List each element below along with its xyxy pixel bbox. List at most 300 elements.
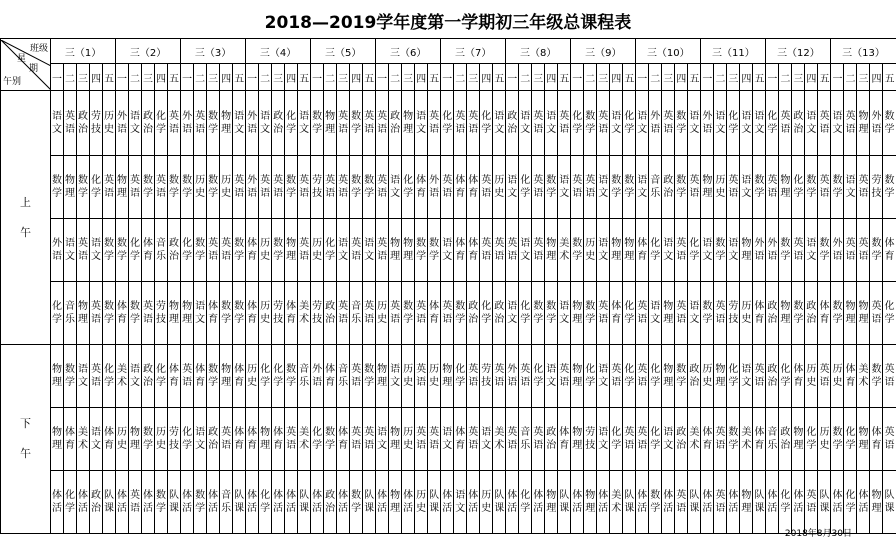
subject-char: 育 (871, 440, 882, 451)
subject-cell (467, 345, 480, 408)
subject-cell (116, 471, 129, 534)
day-header: 二 (194, 64, 207, 91)
subject-char: 语 (689, 188, 700, 199)
subject-char: 学 (130, 251, 141, 262)
day-header: 四 (805, 64, 818, 91)
subject-cell (168, 408, 181, 471)
subject-char: 数 (585, 111, 596, 122)
subject-char: 文 (507, 188, 518, 199)
subject-char: 英 (468, 111, 479, 122)
day-header: 五 (818, 64, 831, 91)
subject-char: 英 (767, 175, 778, 186)
subject-cell (324, 345, 337, 408)
subject-cell (285, 345, 298, 408)
subject-cell (467, 156, 480, 219)
subject-char: 育 (468, 188, 479, 199)
subject-char: 数 (234, 301, 245, 312)
subject-char: 语 (637, 377, 648, 388)
subject-char: 化 (104, 364, 115, 375)
day-header: 三 (467, 64, 480, 91)
subject-char: 数 (715, 238, 726, 249)
subject-char: 历 (195, 175, 206, 186)
half-label (1, 91, 51, 345)
subject-char: 史 (715, 188, 726, 199)
subject-char: 外 (702, 111, 713, 122)
subject-cell (376, 345, 389, 408)
subject-char: 学 (143, 188, 154, 199)
subject-char: 语 (832, 111, 843, 122)
subject-cell (194, 91, 207, 156)
subject-char: 数 (364, 175, 375, 186)
subject-cell (298, 91, 311, 156)
subject-char: 文 (390, 377, 401, 388)
period-row (1, 471, 896, 534)
subject-cell (64, 91, 77, 156)
subject-char: 理 (871, 503, 882, 514)
subject-char: 政 (208, 427, 219, 438)
subject-char: 文 (637, 124, 648, 135)
day-header: 四 (415, 64, 428, 91)
subject-char: 术 (494, 440, 505, 451)
subject-char: 语 (728, 238, 739, 249)
subject-char: 数 (650, 490, 661, 501)
subject-char: 语 (481, 188, 492, 199)
period-row (1, 156, 896, 219)
subject-char: 外 (429, 175, 440, 186)
subject-cell (194, 408, 207, 471)
subject-char: 学 (871, 251, 882, 262)
subject-char: 历 (715, 175, 726, 186)
subject-char: 物 (858, 301, 869, 312)
subject-char: 语 (728, 188, 739, 199)
subject-char: 队 (104, 490, 115, 501)
subject-char: 体 (169, 364, 180, 375)
subject-char: 活 (286, 503, 297, 514)
class-header: 三（3） (181, 39, 246, 64)
subject-cell (818, 345, 831, 408)
subject-char: 育 (247, 440, 258, 451)
subject-char: 语 (884, 440, 895, 451)
day-header: 四 (675, 64, 688, 91)
subject-char: 理 (377, 377, 388, 388)
subject-char: 英 (338, 111, 349, 122)
subject-char: 外 (754, 238, 765, 249)
subject-char: 英 (533, 238, 544, 249)
subject-char: 理 (403, 251, 414, 262)
subject-char: 语 (754, 111, 765, 122)
subject-cell (389, 156, 402, 219)
subject-cell (389, 471, 402, 534)
day-header: 二 (779, 64, 792, 91)
subject-char: 英 (494, 238, 505, 249)
subject-char: 学 (624, 314, 635, 325)
subject-cell (740, 91, 753, 156)
subject-cell (740, 345, 753, 408)
subject-char: 英 (221, 427, 232, 438)
subject-cell (857, 156, 870, 219)
subject-cell (415, 345, 428, 408)
subject-char: 语 (741, 175, 752, 186)
subject-char: 语 (416, 377, 427, 388)
subject-char: 数 (416, 238, 427, 249)
subject-char: 化 (845, 427, 856, 438)
subject-char: 语 (195, 427, 206, 438)
subject-cell (688, 156, 701, 219)
subject-char: 数 (117, 238, 128, 249)
subject-char: 文 (663, 251, 674, 262)
subject-char: 数 (429, 238, 440, 249)
subject-char: 活 (507, 503, 518, 514)
subject-char: 治 (507, 124, 518, 135)
subject-cell (532, 345, 545, 408)
subject-char: 体 (377, 490, 388, 501)
subject-cell (701, 219, 714, 282)
subject-char: 物 (130, 427, 141, 438)
subject-char: 英 (182, 364, 193, 375)
subject-char: 语 (767, 188, 778, 199)
subject-char: 文 (91, 251, 101, 262)
subject-char: 活 (468, 503, 479, 514)
subject-char: 理 (286, 251, 297, 262)
corner-class-label: 班级 (29, 43, 48, 54)
subject-char: 物 (780, 301, 791, 312)
subject-char: 英 (689, 175, 700, 186)
day-header: 五 (233, 64, 246, 91)
subject-char: 数 (403, 301, 414, 312)
subject-cell (77, 91, 90, 156)
subject-char: 体 (286, 301, 297, 312)
subject-cell (623, 408, 636, 471)
subject-char: 体 (468, 490, 479, 501)
subject-cell (883, 91, 896, 156)
subject-cell (532, 408, 545, 471)
subject-char: 学 (728, 440, 739, 451)
subject-char: 活 (338, 503, 349, 514)
subject-char: 数 (195, 490, 206, 501)
subject-char: 化 (585, 364, 596, 375)
subject-cell (155, 91, 168, 156)
subject-cell (545, 156, 558, 219)
subject-char: 化 (624, 364, 635, 375)
subject-char: 化 (884, 301, 895, 312)
subject-cell (740, 471, 753, 534)
subject-char: 英 (520, 364, 531, 375)
subject-char: 化 (325, 238, 336, 249)
subject-char: 育 (455, 251, 466, 262)
subject-cell (324, 156, 337, 219)
subject-char: 文 (702, 251, 713, 262)
subject-cell (90, 345, 103, 408)
subject-char: 学 (182, 251, 193, 262)
subject-cell (337, 219, 350, 282)
subject-char: 体 (78, 490, 88, 501)
subject-char: 语 (442, 314, 453, 325)
subject-char: 语 (143, 314, 154, 325)
subject-char: 语 (845, 251, 856, 262)
subject-cell (571, 345, 584, 408)
subject-char: 治 (325, 314, 336, 325)
subject-char: 化 (182, 427, 193, 438)
subject-char: 体 (754, 301, 765, 312)
subject-char: 理 (845, 314, 856, 325)
subject-char: 学 (728, 377, 739, 388)
subject-char: 英 (104, 175, 115, 186)
subject-char: 历 (416, 490, 427, 501)
subject-cell (129, 156, 142, 219)
subject-char: 术 (117, 377, 128, 388)
subject-char: 活 (637, 503, 648, 514)
subject-char: 政 (689, 364, 700, 375)
subject-cell (532, 282, 545, 345)
subject-char: 文 (806, 251, 817, 262)
subject-char: 育 (234, 377, 245, 388)
subject-char: 体 (455, 175, 466, 186)
subject-char: 数 (143, 175, 154, 186)
subject-char: 语 (91, 314, 101, 325)
subject-char: 队 (884, 490, 895, 501)
subject-cell (688, 219, 701, 282)
subject-cell (753, 156, 766, 219)
subject-cell (428, 91, 441, 156)
subject-char: 化 (260, 490, 271, 501)
subject-char: 语 (858, 251, 869, 262)
subject-char: 政 (767, 364, 778, 375)
subject-cell (155, 282, 168, 345)
subject-char: 物 (715, 364, 726, 375)
subject-char: 历 (247, 364, 258, 375)
subject-cell (844, 282, 857, 345)
subject-char: 语 (299, 251, 310, 262)
subject-cell (168, 471, 181, 534)
subject-char: 学 (481, 314, 492, 325)
subject-char: 技 (91, 124, 101, 135)
subject-char: 理 (546, 503, 557, 514)
subject-char: 物 (741, 490, 752, 501)
subject-cell (402, 156, 415, 219)
subject-cell (350, 408, 363, 471)
subject-char: 数 (104, 301, 115, 312)
subject-char: 活 (208, 503, 219, 514)
subject-char: 数 (611, 175, 622, 186)
subject-char: 语 (611, 377, 622, 388)
subject-char: 学 (429, 251, 440, 262)
subject-char: 英 (221, 238, 232, 249)
subject-cell (363, 282, 376, 345)
subject-char: 政 (806, 301, 817, 312)
subject-cell (766, 471, 779, 534)
subject-char: 物 (741, 238, 752, 249)
subject-char: 语 (715, 314, 726, 325)
subject-char: 英 (884, 427, 895, 438)
subject-cell (350, 345, 363, 408)
subject-char: 学 (754, 188, 765, 199)
half-label (1, 345, 51, 534)
subject-char: 语 (572, 188, 583, 199)
subject-cell (194, 156, 207, 219)
subject-char: 数 (819, 238, 830, 249)
subject-char: 语 (507, 440, 518, 451)
subject-char: 语 (533, 440, 544, 451)
subject-cell (610, 91, 623, 156)
subject-char: 活 (247, 503, 258, 514)
subject-char: 物 (780, 175, 791, 186)
subject-char: 政 (143, 364, 154, 375)
subject-cell (805, 156, 818, 219)
day-header: 三 (857, 64, 870, 91)
subject-char: 文 (299, 124, 310, 135)
subject-char: 语 (806, 111, 817, 122)
subject-char: 英 (351, 238, 362, 249)
subject-char: 课 (689, 503, 700, 514)
subject-cell (519, 219, 532, 282)
subject-char: 文 (195, 314, 206, 325)
subject-char: 学 (624, 377, 635, 388)
subject-char: 育 (65, 440, 75, 451)
day-header: 一 (506, 64, 519, 91)
subject-char: 学 (832, 314, 843, 325)
subject-char: 文 (338, 251, 349, 262)
subject-char: 学 (650, 251, 661, 262)
subject-char: 队 (169, 490, 180, 501)
subject-char: 语 (182, 377, 193, 388)
subject-char: 体 (468, 175, 479, 186)
subject-char: 语 (455, 490, 466, 501)
subject-char: 学 (624, 188, 635, 199)
day-header: 四 (610, 64, 623, 91)
subject-char: 理 (624, 251, 635, 262)
subject-char: 语 (442, 238, 453, 249)
subject-char: 物 (403, 111, 414, 122)
subject-cell (610, 219, 623, 282)
subject-cell (233, 91, 246, 156)
subject-cell (64, 345, 77, 408)
subject-char: 活 (312, 503, 323, 514)
subject-char: 乐 (520, 440, 531, 451)
subject-char: 语 (871, 124, 882, 135)
day-header: 二 (584, 64, 597, 91)
subject-char: 体 (572, 490, 583, 501)
subject-cell (428, 345, 441, 408)
subject-cell (727, 219, 740, 282)
subject-char: 历 (260, 301, 271, 312)
subject-char: 史 (403, 377, 414, 388)
subject-cell (64, 282, 77, 345)
subject-cell (142, 471, 155, 534)
subject-char: 术 (299, 314, 310, 325)
subject-cell (441, 471, 454, 534)
subject-char: 史 (481, 503, 492, 514)
subject-char: 物 (585, 490, 596, 501)
subject-cell (857, 91, 870, 156)
subject-char: 学 (117, 251, 128, 262)
subject-cell (220, 471, 233, 534)
subject-cell (623, 471, 636, 534)
subject-char: 英 (572, 175, 583, 186)
subject-cell (779, 471, 792, 534)
subject-cell (532, 471, 545, 534)
subject-cell (883, 282, 896, 345)
subject-cell (597, 282, 610, 345)
subject-cell (883, 345, 896, 408)
subject-char: 文 (494, 124, 505, 135)
subject-char: 文 (442, 251, 453, 262)
subject-char: 体 (793, 364, 804, 375)
subject-char: 体 (455, 427, 466, 438)
subject-char: 英 (559, 111, 570, 122)
subject-cell (519, 282, 532, 345)
subject-cell (90, 471, 103, 534)
subject-char: 语 (364, 314, 375, 325)
subject-char: 英 (130, 490, 141, 501)
subject-char: 治 (767, 377, 778, 388)
subject-char: 文 (663, 440, 674, 451)
day-header: 一 (441, 64, 454, 91)
subject-char: 术 (78, 440, 88, 451)
subject-cell (688, 91, 701, 156)
subject-char: 语 (156, 188, 167, 199)
subject-cell (844, 219, 857, 282)
subject-char: 英 (169, 111, 180, 122)
subject-cell (207, 408, 220, 471)
subject-char: 物 (845, 301, 856, 312)
subject-cell (636, 282, 649, 345)
subject-char: 英 (455, 111, 466, 122)
subject-char: 语 (351, 440, 362, 451)
subject-char: 数 (572, 238, 583, 249)
subject-char: 课 (494, 503, 505, 514)
subject-char: 技 (481, 377, 492, 388)
subject-cell (727, 91, 740, 156)
subject-cell (90, 156, 103, 219)
class-header: 三（11） (701, 39, 766, 64)
subject-char: 语 (481, 251, 492, 262)
subject-char: 英 (637, 364, 648, 375)
subject-char: 劳 (156, 301, 167, 312)
subject-cell (636, 345, 649, 408)
subject-cell (441, 408, 454, 471)
subject-char: 学 (676, 124, 687, 135)
subject-char: 语 (520, 111, 531, 122)
subject-char: 课 (819, 503, 830, 514)
subject-cell (519, 156, 532, 219)
subject-cell (714, 282, 727, 345)
subject-char: 理 (702, 188, 713, 199)
subject-cell (324, 91, 337, 156)
subject-cell (389, 408, 402, 471)
subject-cell (584, 345, 597, 408)
subject-char: 文 (130, 377, 141, 388)
subject-char: 物 (117, 175, 128, 186)
subject-char: 英 (208, 238, 219, 249)
subject-char: 物 (546, 490, 557, 501)
subject-char: 治 (546, 440, 557, 451)
subject-char: 化 (611, 427, 622, 438)
day-header: 四 (545, 64, 558, 91)
subject-char: 化 (780, 490, 791, 501)
subject-char: 技 (312, 188, 323, 199)
subject-cell (116, 408, 129, 471)
subject-char: 育 (247, 251, 258, 262)
subject-char: 史 (429, 377, 440, 388)
subject-char: 语 (559, 175, 570, 186)
day-header: 一 (116, 64, 129, 91)
subject-cell (571, 471, 584, 534)
subject-cell (844, 408, 857, 471)
day-header: 五 (623, 64, 636, 91)
day-header: 五 (493, 64, 506, 91)
subject-char: 语 (169, 124, 180, 135)
subject-cell (532, 156, 545, 219)
